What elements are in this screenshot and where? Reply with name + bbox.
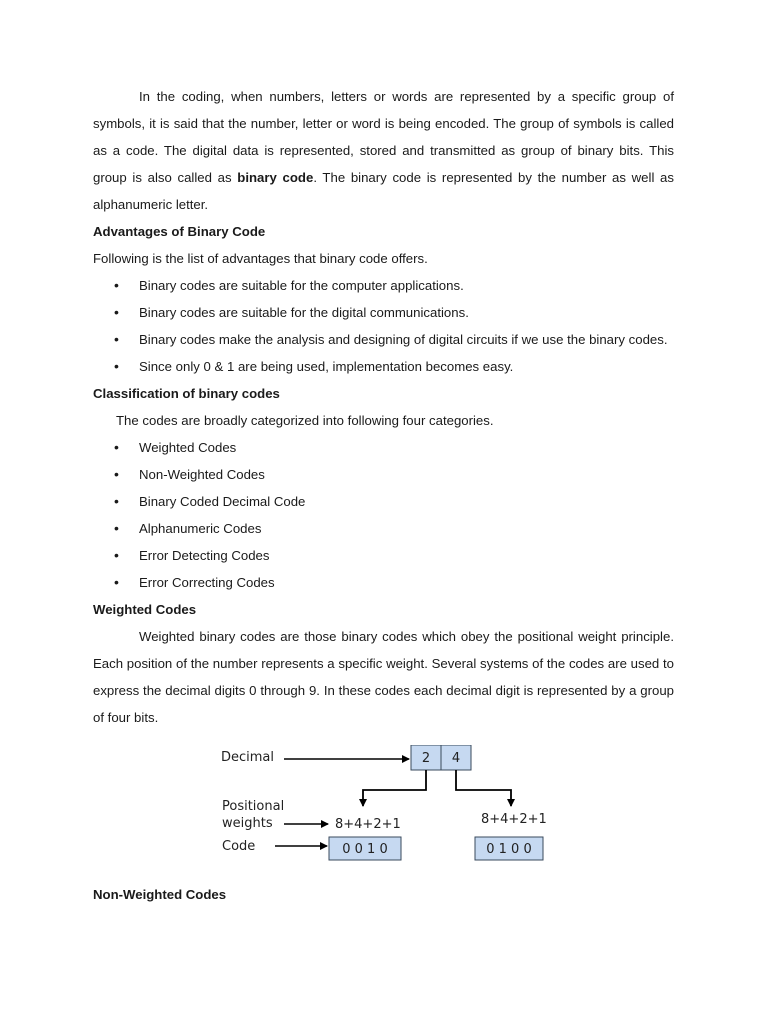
classification-list <box>93 434 674 596</box>
label-positional: Positional <box>222 799 285 814</box>
intro-bold-term: binary code <box>237 170 314 185</box>
intro-text-2: . The binary code is represented by the number as well as alphanumeric letter. <box>93 170 674 212</box>
advantages-heading: Advantages of Binary Code <box>93 224 266 239</box>
label-code: Code <box>222 839 256 854</box>
weighted-heading: Weighted Codes <box>93 602 197 617</box>
list-item: • Error Correcting Codes <box>93 569 674 596</box>
list-item: • Error Detecting Codes <box>93 542 674 569</box>
elbow-arrow-left <box>363 770 426 806</box>
label-decimal: Decimal <box>221 750 275 765</box>
elbow-arrow-right <box>456 770 511 806</box>
diagram-svg <box>93 745 674 875</box>
list-item: • Weighted Codes <box>93 434 674 461</box>
classification-lead: The codes are broadly categorized into following four categories. <box>116 413 494 428</box>
decimal-digit-right: 4 <box>451 751 461 766</box>
classification-heading: Classification of binary codes <box>93 386 280 401</box>
list-item: • Since only 0 & 1 are being used, implementation becomes easy. <box>93 353 674 380</box>
non-weighted-heading: Non-Weighted Codes <box>93 887 227 902</box>
intro-paragraph <box>93 83 674 218</box>
label-weights: weights <box>222 816 273 831</box>
list-item: • Binary Coded Decimal Code <box>93 488 674 515</box>
list-item: • Non-Weighted Codes <box>93 461 674 488</box>
list-item: • Binary codes make the analysis and designing of digital circuits if we use the binary codes. <box>93 326 674 353</box>
weights-right: 8+4+2+1 <box>481 812 547 827</box>
document-page <box>93 83 674 908</box>
list-item: • Alphanumeric Codes <box>93 515 674 542</box>
list-item: • Binary codes are suitable for the digital communications. <box>93 299 674 326</box>
advantages-lead: Following is the list of advantages that binary code offers. <box>93 251 428 266</box>
weighted-paragraph: Weighted binary codes are those binary codes which obey the positional weight principle. Each position of the number represents a specific weight. Several systems of the codes are used to express the decimal digits 0 through 9. In these codes each decimal digit is represented by a group of four bits. <box>93 629 674 725</box>
list-item: • Binary codes are suitable for the computer applications. <box>93 272 674 299</box>
weighted-code-diagram <box>93 745 674 875</box>
code-right: 0 1 0 0 <box>486 842 532 857</box>
intro-text-1: In the coding, when numbers, letters or words are represented by a specific group of symbols, it is said that the number, letter or word is being encoded. The group of symbols is called as a code. The digital data is represented, stored and transmitted as group of binary bits. This group is also called as <box>93 89 674 185</box>
decimal-digit-left: 2 <box>421 751 431 766</box>
code-left: 0 0 1 0 <box>342 842 388 857</box>
advantages-list <box>93 272 674 380</box>
weights-left: 8+4+2+1 <box>335 817 401 832</box>
